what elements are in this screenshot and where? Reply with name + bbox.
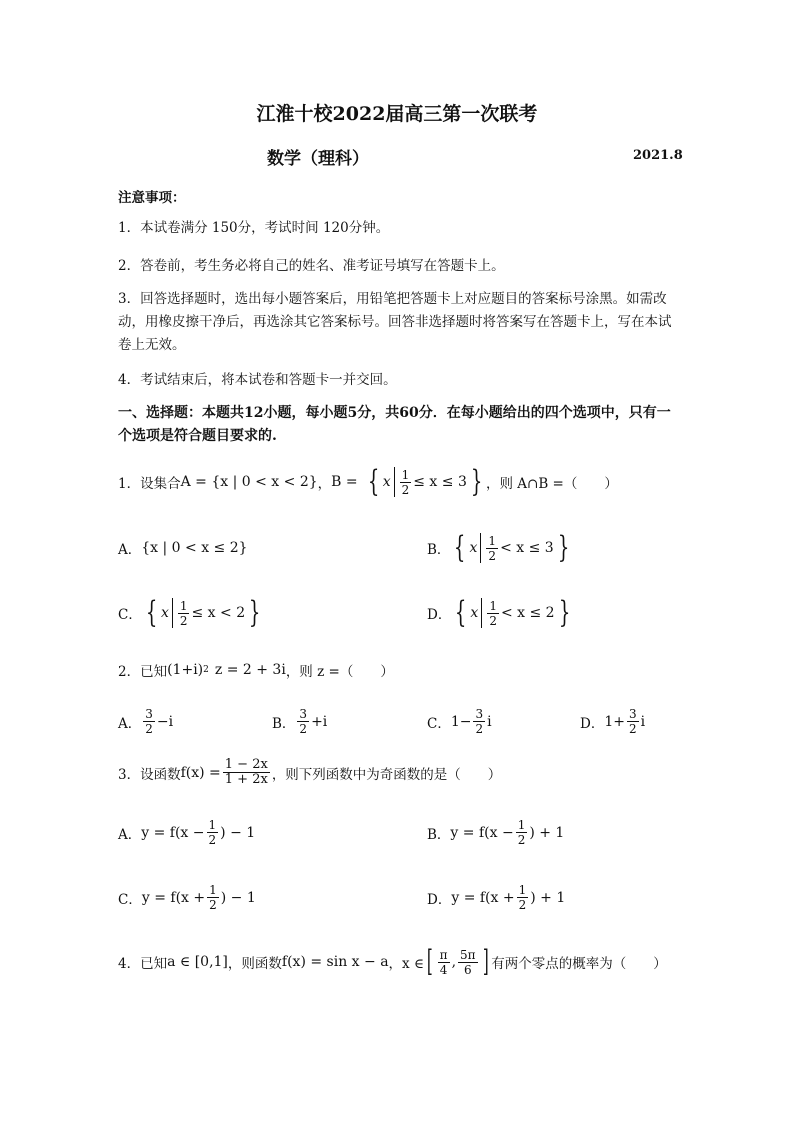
q1-option-d: D． { x $\frac{1}{2}$ < x ≤ 2 } [427, 595, 570, 630]
q1-set-a: A = {x | 0 < x < 2} [180, 474, 318, 490]
q3-option-b: B． y = f(x − $\frac{1}{2}$ ) + 1 [427, 818, 565, 847]
q3-option-a: A． y = f(x − $\frac{1}{2}$ ) − 1 [118, 818, 256, 847]
question-3: 3．设函数 f(x) = $\frac{1 - 2x}{1 + 2x}$ ，则下列函数中为奇函数的是（ ） [118, 757, 502, 787]
q1-prefix: 1．设集合 [118, 476, 181, 492]
question-2: 2．已知 (1+i) 2 z = 2 + 3i ，则 z =（ ） [118, 662, 394, 680]
q2-option-d: D． 1+ $\frac{3}{2}$ i [580, 707, 646, 736]
q1-option-c: C． { x $\frac{1}{2}$ ≤ x < 2 } [118, 595, 261, 630]
q1-option-a: A． {x | 0 < x ≤ 2} [118, 540, 248, 558]
note-item-1: 1．本试卷满分 150分，考试时间 120分钟。 [118, 220, 390, 236]
note-item-4: 4．考试结束后，将本试卷和答题卡一并交回。 [118, 372, 397, 388]
q2-option-b: B． $\frac{3}{2}$ +i [272, 707, 328, 736]
q1-set-b: B = { x $\frac{1}{2}$ ≤ x ≤ 3 } [331, 464, 483, 499]
section-heading: 一、选择题：本题共12小题，每小题5分，共60分．在每小题给出的四个选项中，只有一个选项是符合题目要求的. [118, 405, 671, 444]
question-4: 4．已知 a ∈ [0,1] ，则函数 f(x) = sin x − a ，x ∈ [ $\frac{\pi}{4}$ , $\frac{5\pi}{6}$ ] 有两个零点的概率为（ ） [118, 944, 667, 979]
q2-option-c: C． 1− $\frac{3}{2}$ i [427, 707, 492, 736]
q3-option-c: C． y = f(x + $\frac{1}{2}$ ) − 1 [118, 883, 256, 912]
question-1: 1．设集合 A = {x | 0 < x < 2} ， B = { x $\frac{1}{2}$ ≤ x ≤ 3 } ，则 A∩B =（ ） [118, 464, 618, 499]
q1-option-b: B． { x $\frac{1}{2}$ < x ≤ 3 } [427, 530, 569, 565]
notes-heading: 注意事项： [118, 190, 186, 206]
exam-title: 江淮十校2022届高三第一次联考 [256, 103, 538, 125]
note-item-3: 3．回答选择题时，选出每小题答案后，用铅笔把答题卡上对应题目的答案标号涂黑。如需改动，用橡皮擦干净后，再选涂其它答案标号。回答非选择题时将答案写在答题卡上，写在本试卷上无效。 [118, 291, 672, 353]
q2-option-a: A． $\frac{3}{2}$ −i [118, 707, 174, 736]
exam-date: 2021.8 [633, 148, 683, 163]
q1-ask: ，则 A∩B =（ ） [485, 476, 618, 492]
exam-subject: 数学（理科） [267, 149, 369, 169]
note-item-2: 2．答卷前，考生务必将自己的姓名、准考证号填写在答题卡上。 [118, 258, 505, 274]
q3-option-d: D． y = f(x + $\frac{1}{2}$ ) + 1 [427, 883, 566, 912]
